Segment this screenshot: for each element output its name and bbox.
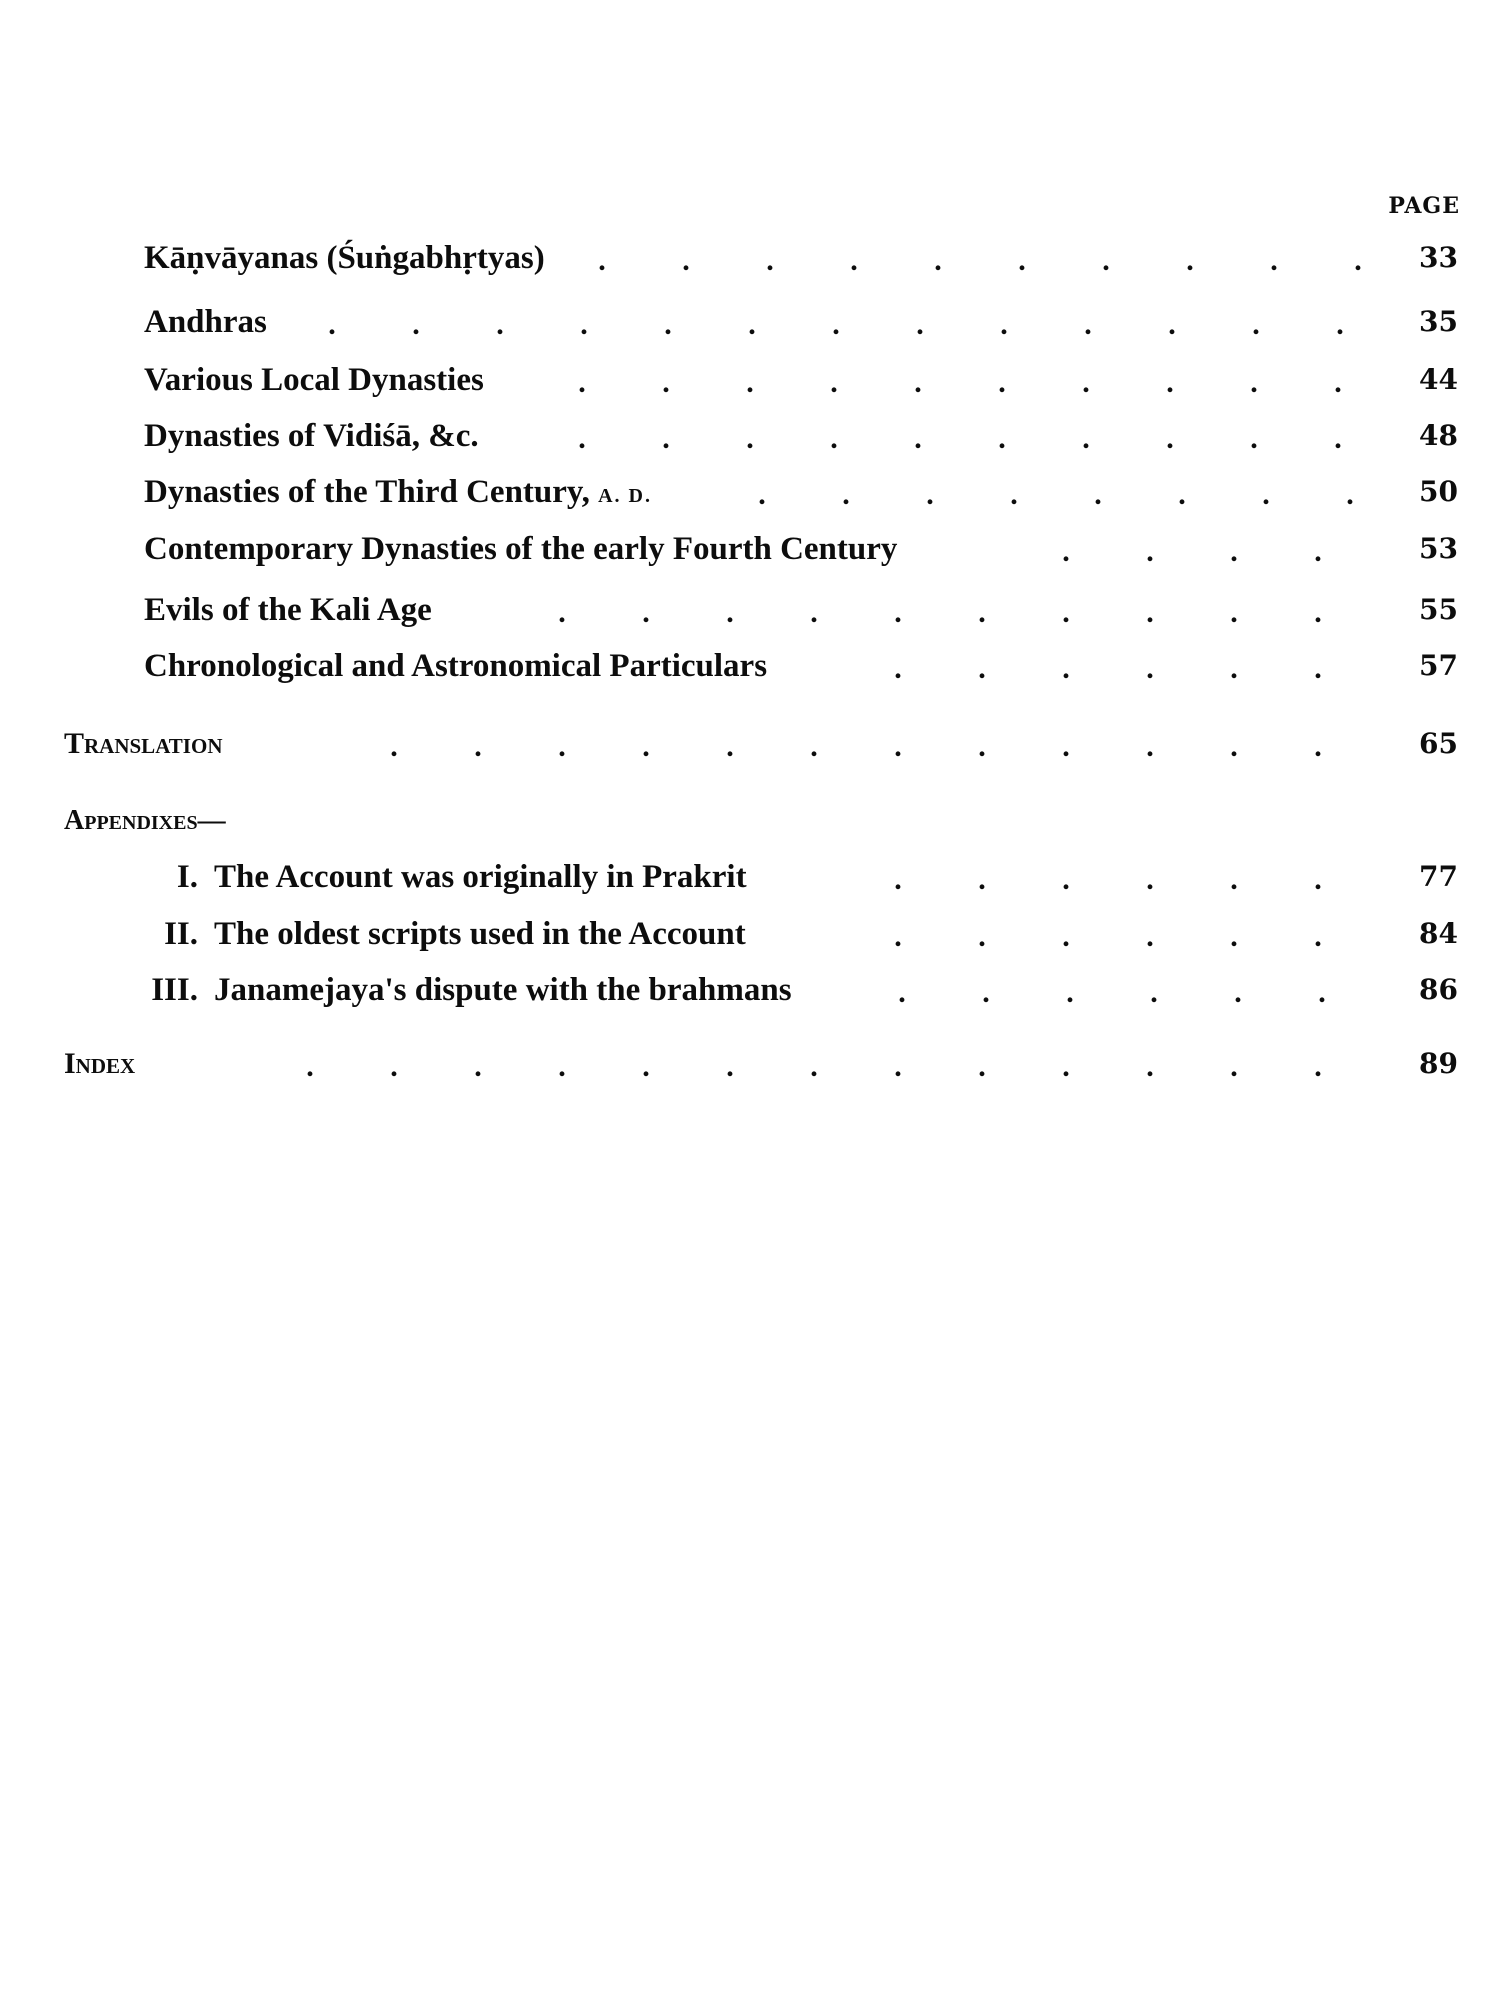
- toc-entry-label: Kāṇvāyanas (Śuṅgabhṛtyas): [144, 240, 545, 276]
- appendix-entry: [0, 966, 1500, 1014]
- toc-entry-label: Chronological and Astronomical Particulars: [144, 648, 768, 684]
- toc-entry: [0, 642, 1500, 690]
- toc-entry-label: Various Local Dynasties: [144, 362, 484, 398]
- appendix-page: 86: [1419, 973, 1458, 1006]
- toc-entry: [0, 586, 1500, 634]
- dot-leader: . . . . . . . . . . . . .: [306, 1050, 1322, 1083]
- toc-entry: [0, 525, 1500, 573]
- dot-leader: . . . . . .: [894, 652, 1322, 685]
- toc-section-page: 89: [1419, 1047, 1458, 1080]
- page-column-heading: PAGE: [1388, 193, 1460, 219]
- toc-entry-page: 35: [1419, 305, 1458, 338]
- toc-entry-page: 48: [1419, 419, 1458, 452]
- toc-section-label: Translation: [64, 727, 223, 760]
- toc-entry: [0, 234, 1500, 282]
- dot-leader: . . . . . . . . . . . .: [390, 730, 1322, 763]
- dot-leader: . . . . . . . . . .: [558, 596, 1322, 629]
- toc-entry-page: 57: [1419, 649, 1458, 682]
- toc-entry: [0, 298, 1500, 346]
- era-abbreviation: A. D.: [598, 485, 652, 507]
- toc-entry-page: 53: [1419, 532, 1458, 565]
- dot-leader: . . . . . .: [898, 976, 1326, 1009]
- appendix-entry: [0, 853, 1500, 901]
- appendix-entry: [0, 910, 1500, 958]
- toc-entry-label: Evils of the Kali Age: [144, 592, 432, 628]
- toc-entry-label: [144, 468, 652, 520]
- toc-section-appendixes: [0, 797, 1500, 845]
- appendix-numeral: II.: [164, 916, 198, 952]
- dot-leader: . . . . . . . .: [758, 478, 1354, 511]
- toc-entry-page: 44: [1419, 363, 1458, 396]
- appendix-label: The Account was originally in Prakrit: [214, 859, 747, 895]
- dot-leader: . . . . . .: [894, 863, 1322, 896]
- dot-leader: . . . . . .: [894, 920, 1322, 953]
- appendix-page: 84: [1419, 917, 1458, 950]
- toc-section-page: 65: [1419, 727, 1458, 760]
- appendix-label: The oldest scripts used in the Account: [214, 916, 746, 952]
- dot-leader: . . . . . . . . . .: [578, 366, 1342, 399]
- toc-entry-page: 33: [1419, 241, 1458, 274]
- toc-entry-page: 55: [1419, 593, 1458, 626]
- toc-entry-label: Dynasties of Vidiśā, &c.: [144, 418, 479, 454]
- toc-entry-label: Andhras: [144, 304, 267, 340]
- toc-entry-label-text: Dynasties of the Third Century,: [144, 474, 590, 510]
- appendix-numeral: I.: [176, 859, 198, 895]
- dot-leader: . . . .: [1062, 535, 1322, 568]
- toc-section-translation: [0, 720, 1500, 768]
- toc-entry: [0, 468, 1500, 516]
- toc-section-label: Appendixes—: [64, 805, 226, 836]
- dot-leader: . . . . . . . . . . . . .: [328, 308, 1344, 341]
- appendix-label: Janamejaya's dispute with the brahmans: [214, 972, 792, 1008]
- appendix-numeral: III.: [151, 972, 198, 1008]
- appendix-page: 77: [1419, 860, 1458, 893]
- toc-section-label: Index: [64, 1047, 136, 1080]
- toc-entry-page: 50: [1419, 475, 1458, 508]
- toc-entry: [0, 356, 1500, 404]
- dot-leader: . . . . . . . . . .: [578, 422, 1342, 455]
- dot-leader: . . . . . . . . . .: [598, 244, 1362, 277]
- toc-entry: [0, 412, 1500, 460]
- toc-section-index: [0, 1040, 1500, 1088]
- toc-entry-label: Contemporary Dynasties of the early Fourth Century: [144, 531, 898, 567]
